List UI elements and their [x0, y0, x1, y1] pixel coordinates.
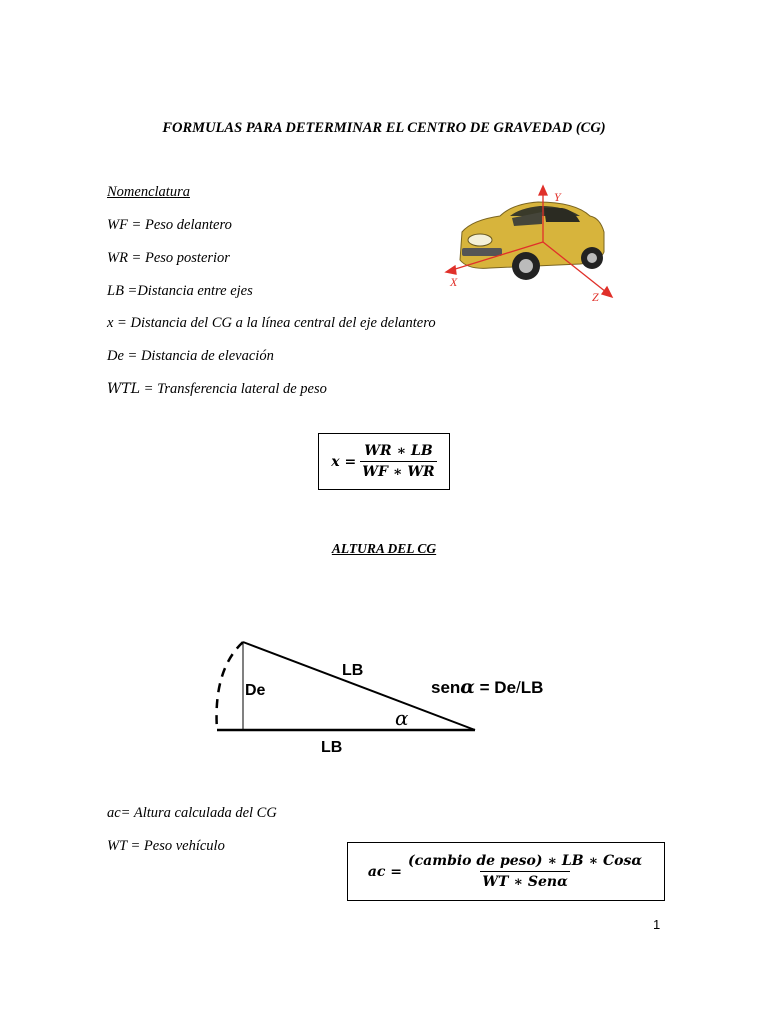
sine-lb: LB [520, 678, 544, 697]
section-heading-cg-height: ALTURA DEL CG [331, 541, 437, 556]
formula-x-box [318, 433, 450, 490]
formula-x-denominator: WF ∗ WR [360, 461, 436, 480]
x-axis-arrow-icon [446, 266, 456, 274]
nomenclature-item-wr: WR = Peso posterior [107, 250, 230, 266]
wtl-symbol: WTL [107, 381, 141, 397]
x-axis-label: X [450, 275, 458, 289]
formula-x-fraction [360, 443, 436, 480]
formula-ac-numerator: (cambio de peso) ∗ LB ∗ Cosα [408, 853, 643, 869]
sine-equals-de: = De [474, 678, 517, 697]
nomenclature-item-x: x = Distancia del CG a la línea central del eje delantero [107, 315, 436, 331]
sine-relation [431, 676, 543, 698]
sine-slash: / [516, 678, 521, 697]
formula-ac-lhs: ac = [367, 863, 403, 880]
hypotenuse-label: LB [342, 662, 364, 679]
rotation-arc [217, 642, 243, 730]
wtl-description: = Transferencia lateral de peso [140, 381, 327, 397]
formula-x-lhs: x = [331, 453, 357, 470]
nomenclature-item-wf: WF = Peso delantero [107, 217, 232, 233]
z-axis-arrow-icon [602, 287, 612, 297]
formula-ac-fraction [406, 853, 644, 890]
nomenclature-heading: Nomenclatura [107, 184, 190, 200]
height-label: De [245, 682, 266, 699]
definition-wt: WT = Peso vehículo [107, 838, 225, 854]
y-axis-arrow-icon [539, 186, 547, 195]
y-axis-label: Y [554, 190, 561, 204]
formula-ac-denominator: WT ∗ Senα [480, 871, 570, 890]
formula-ac-box [347, 842, 665, 901]
page-title: FORMULAS PARA DETERMINAR EL CENTRO DE GRAVEDAD (CG) [162, 120, 606, 136]
page-number: 1 [653, 917, 661, 932]
z-axis-label: Z [592, 290, 599, 304]
formula-x-numerator: WR ∗ LB [364, 443, 433, 459]
nomenclature-item-lb: LB =Distancia entre ejes [107, 283, 253, 299]
nomenclature-item-de: De = Distancia de elevación [107, 348, 274, 364]
sine-prefix: sen [431, 678, 461, 697]
sine-alpha: α [460, 676, 475, 698]
car-axes-figure [440, 182, 620, 304]
definition-ac: ac= Altura calculada del CG [107, 805, 277, 821]
base-label: LB [321, 739, 343, 756]
nomenclature-item-wtl [107, 381, 327, 398]
car-icon [460, 202, 604, 280]
angle-label: α [395, 706, 409, 730]
